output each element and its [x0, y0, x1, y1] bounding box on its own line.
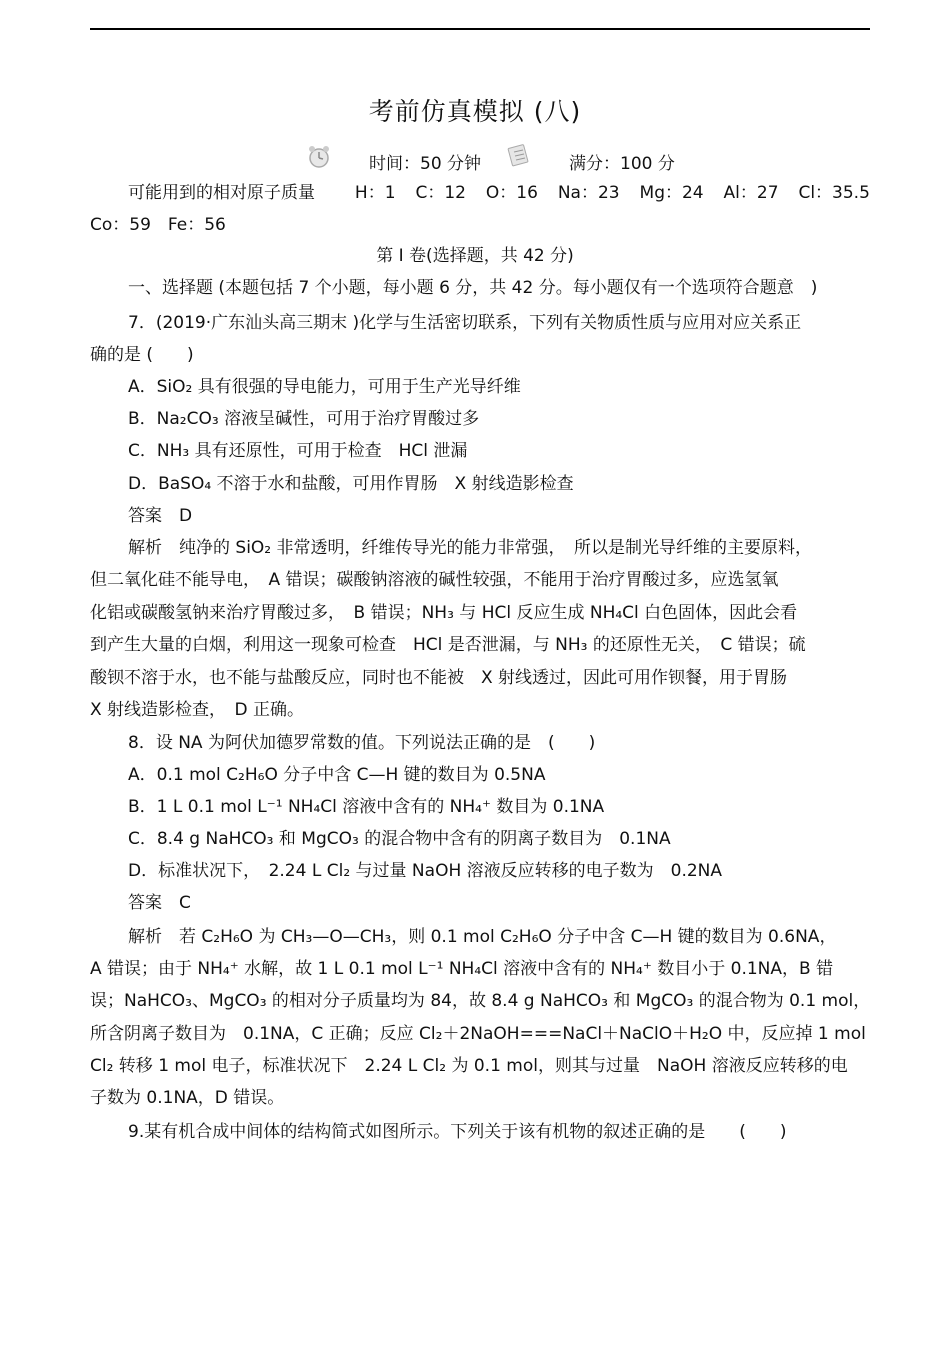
top-rule	[90, 28, 870, 30]
q7-explanation: 到产生大量的白烟，利用这一现象可检查 HCl 是否泄漏，与 NH₃ 的还原性无关， C 错误；硫	[90, 635, 806, 655]
mass-item: H：1	[354, 183, 396, 203]
q7-option-a: A．SiO₂ 具有很强的导电能力，可用于生产光导纤维	[128, 377, 521, 397]
q8-explanation: 误；NaHCO₃、MgCO₃ 的相对分子质量均为 84，故 8.4 g NaHCO₃ 和 MgCO₃ 的混合物为 0.1 mol，	[90, 991, 871, 1011]
exam-meta	[0, 144, 950, 174]
section-title: 第 I 卷(选择题，共 42 分)	[376, 246, 574, 266]
mass-item: Cl：35.5	[798, 183, 870, 203]
q7-option-b: B．Na₂CO₃ 溶液呈碱性，可用于治疗胃酸过多	[128, 409, 480, 429]
q7-stem: 7．(2019·广东汕头高三期末 )化学与生活密切联系，下列有关物质性质与应用对应关系正	[128, 313, 802, 333]
atomic-masses	[128, 183, 870, 203]
q8-explanation: Cl₂ 转移 1 mol 电子，标准状况下 2.24 L Cl₂ 为 0.1 mol，则其与过量 NaOH 溶液反应转移的电	[90, 1056, 848, 1076]
mass-item: Mg：24	[639, 183, 704, 203]
mass-item: C：12	[415, 183, 466, 203]
atomic-masses-label: 可能用到的相对原子质量	[128, 183, 315, 203]
q8-option-b: B．1 L 0.1 mol L⁻¹ NH₄Cl 溶液中含有的 NH₄⁺ 数目为 0.1NA	[128, 797, 605, 817]
exam-paper-icon	[506, 142, 532, 168]
full-score: 满分：100 分	[569, 154, 675, 174]
q9-stem: 9.某有机合成中间体的结构简式如图所示。下列关于该有机物的叙述正确的是 ( )	[128, 1122, 787, 1142]
time-limit: 时间：50 分钟	[369, 154, 482, 174]
q7-answer: 答案 D	[128, 506, 193, 526]
section-instructions: 一、选择题 (本题包括 7 个小题，每小题 6 分，共 42 分。每小题仅有一个选项符合题意 )	[128, 278, 818, 298]
q7-explanation: X 射线造影检查， D 正确。	[90, 700, 305, 720]
q8-option-a: A．0.1 mol C₂H₆O 分子中含 C—H 键的数目为 0.5NA	[128, 765, 546, 785]
mass-item: O：16	[485, 183, 538, 203]
q7-explanation: 酸钡不溶于水，也不能与盐酸反应，同时也不能被 X 射线透过，因此可用作钡餐，用于胃肠	[90, 668, 788, 688]
q8-option-c: C．8.4 g NaHCO₃ 和 MgCO₃ 的混合物中含有的阴离子数目为 0.1NA	[128, 829, 671, 849]
q8-option-d: D．标准状况下， 2.24 L Cl₂ 与过量 NaOH 溶液反应转移的电子数为 0.2NA	[128, 861, 723, 881]
mass-item: Na：23	[557, 183, 620, 203]
q8-stem: 8．设 NA 为阿伏加德罗常数的值。下列说法正确的是 ( )	[128, 733, 596, 753]
q8-explanation: 解析 若 C₂H₆O 为 CH₃—O—CH₃，则 0.1 mol C₂H₆O 分子中含 C—H 键的数目为 0.6NA，	[128, 927, 837, 947]
mass-item: Al：27	[723, 183, 779, 203]
q7-option-d: D．BaSO₄ 不溶于水和盐酸，可用作胃肠 X 射线造影检查	[128, 474, 574, 494]
alarm-clock-icon	[306, 144, 332, 170]
atomic-masses-cont: Co：59 Fe：56	[90, 215, 226, 235]
q7-explanation: 但二氧化硅不能导电， A 错误；碳酸钠溶液的碱性较强，不能用于治疗胃酸过多，应选氢氧	[90, 570, 779, 590]
page-title: 考前仿真模拟 (八)	[368, 97, 582, 126]
q8-explanation: 所含阴离子数目为 0.1NA，C 正确；反应 Cl₂＋2NaOH===NaCl＋NaClO＋H₂O 中，反应掉 1 mol	[90, 1024, 866, 1044]
q8-answer: 答案 C	[128, 893, 191, 913]
q7-explanation: 解析 纯净的 SiO₂ 非常透明，纤维传导光的能力非常强， 所以是制光导纤维的主要原料，	[128, 538, 813, 558]
q7-explanation: 化铝或碳酸氢钠来治疗胃酸过多， B 错误；NH₃ 与 HCl 反应生成 NH₄Cl 白色固体，因此会看	[90, 603, 798, 623]
q8-explanation: A 错误；由于 NH₄⁺ 水解，故 1 L 0.1 mol L⁻¹ NH₄Cl 溶液中含有的 NH₄⁺ 数目小于 0.1NA，B 错	[90, 959, 834, 979]
q7-option-c: C．NH₃ 具有还原性，可用于检查 HCl 泄漏	[128, 441, 468, 461]
q8-explanation: 子数为 0.1NA，D 错误。	[90, 1088, 285, 1108]
q7-stem-cont: 确的是 ( )	[90, 345, 194, 365]
